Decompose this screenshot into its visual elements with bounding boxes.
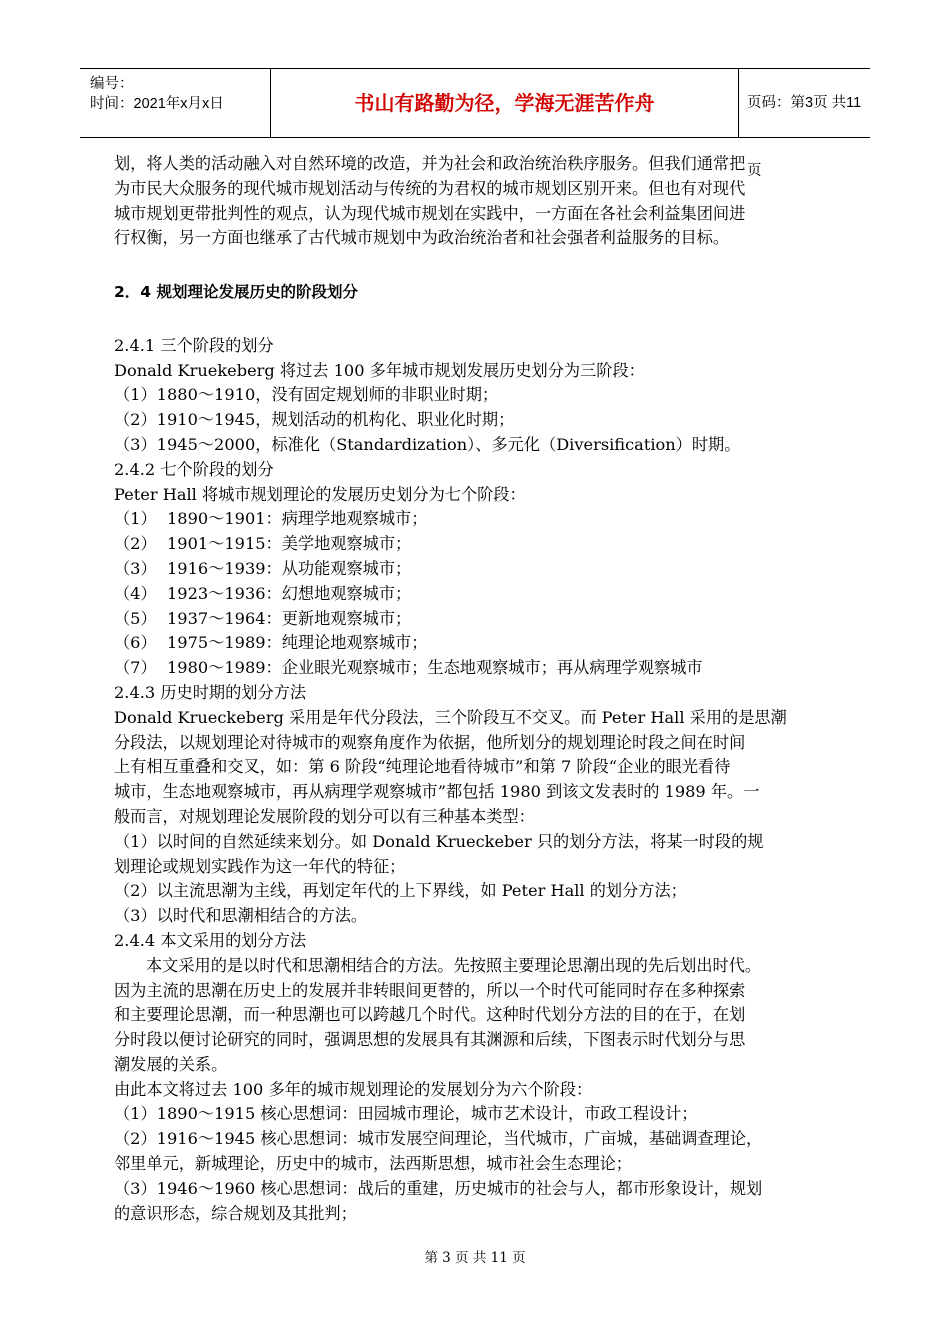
list-item: （1） 1890～1901：病理学地观察城市； <box>114 509 428 529</box>
paragraph-line: 划理论或规划实践作为这一年代的特征； <box>114 856 406 876</box>
page-footer: 第 3 页 共 11 页 <box>424 1250 526 1266</box>
paragraph-line: 邻里单元，新城理论，历史中的城市，法西斯思想，城市社会生态理论； <box>114 1154 632 1174</box>
paragraph-line: （3）以时代和思潮相结合的方法。 <box>114 906 368 926</box>
paragraph-line: 城市，生态地观察城市，再从病理学观察城市”都包括 1980 到该文发表时的 1989 年。一 <box>114 782 760 802</box>
number-label: 编号： <box>90 76 134 92</box>
paragraph-line: 般而言，对规划理论发展阶段的划分可以有三种基本类型： <box>114 806 535 826</box>
subsection-intro: Donald Kruekeberg 将过去 100 多年城市规划发展历史划分为三阶段： <box>114 360 645 380</box>
paragraph-line: （2）以主流思潮为主线，再划定年代的上下界线，如 Peter Hall 的划分方法； <box>114 881 687 901</box>
list-item: （5） 1937～1964：更新地观察城市； <box>114 608 412 628</box>
paragraph-line: 划，将人类的活动融入对自然环境的改造，并为社会和政治统治秩序服务。但我们通常把 <box>114 154 746 173</box>
paragraph-line: （3）1946～1960 核心思想词：战后的重建，历史城市的社会与人，都市形象设计，规划 <box>114 1178 763 1198</box>
subsection-title-2-4-4: 2.4.4 本文采用的划分方法 <box>114 930 307 950</box>
paragraph-line: 为市民大众服务的现代城市规划活动与传统的为君权的城市规划区别开来。但也有对现代 <box>114 178 746 198</box>
list-item: （4） 1923～1936：幻想地观察城市； <box>114 583 412 603</box>
paragraph-line: Donald Krueckeberg 采用是年代分段法，三个阶段互不交叉。而 Peter Hall 采用的是思潮 <box>114 707 787 727</box>
subsection-title-2-4-2: 2.4.2 七个阶段的划分 <box>114 459 274 479</box>
paragraph-line: （2）1916～1945 核心思想词：城市发展空间理论，当代城市，广亩城，基础调查理论， <box>114 1129 763 1149</box>
list-item: （2）1910～1945，规划活动的机构化、职业化时期； <box>114 410 515 430</box>
section-title: 2．4 规划理论发展历史的阶段划分 <box>114 282 358 301</box>
paragraph-line: 城市规划更带批判性的观点，认为现代城市规划在实践中，一方面在各社会利益集团间进 <box>114 203 746 223</box>
paragraph-line: （1）1890～1915 核心思想词：田园城市理论，城市艺术设计，市政工程设计； <box>114 1104 698 1124</box>
paragraph-line: 潮发展的关系。 <box>114 1054 228 1074</box>
document-body <box>114 152 839 1226</box>
paragraph-line: 分时段以便讨论研究的同时，强调思想的发展具有其渊源和后续，下图表示时代划分与思 <box>114 1030 746 1050</box>
list-item: （6） 1975～1989：纯理论地观察城市； <box>114 633 428 653</box>
list-item: （7） 1980～1989：企业眼光观察城市；生态地观察城市；再从病理学观察城市 <box>114 658 703 678</box>
paragraph-line: 分段法，以规划理论对待城市的观察角度作为依据，他所划分的规划理论时段之间在时间 <box>114 732 746 752</box>
list-item: （3） 1916～1939：从功能观察城市； <box>114 558 412 578</box>
paragraph-line: 上有相互重叠和交叉，如：第 6 阶段“纯理论地看待城市”和第 7 阶段“企业的眼光看待 <box>114 757 731 777</box>
list-item: （3）1945～2000，标准化（Standardization）、多元化（Diversification）时期。 <box>114 434 741 454</box>
list-item: （2） 1901～1915：美学地观察城市； <box>114 534 412 554</box>
header-motto: 书山有路勤为径，学海无涯苦作舟 <box>271 69 739 137</box>
paragraph-line: 和主要理论思潮，而一种思潮也可以跨越几个时代。这种时代划分方法的目的在于，在划 <box>114 1005 746 1025</box>
paragraph-line: 行权衡，另一方面也继承了古代城市规划中为政治统治者和社会强者利益服务的目标。 <box>114 228 730 248</box>
header-meta <box>80 69 271 137</box>
subsection-title-2-4-3: 2.4.3 历史时期的划分方法 <box>114 682 307 702</box>
paragraph-line: 本文采用的是以时代和思潮相结合的方法。先按照主要理论思潮出现的先后划出时代。 <box>146 955 762 975</box>
subsection-intro: Peter Hall 将城市规划理论的发展历史划分为七个阶段： <box>114 484 526 504</box>
paragraph-line: 的意识形态，综合规划及其批判； <box>114 1203 357 1223</box>
header-page-label: 页码：第3页 共11页 <box>747 95 862 179</box>
list-item: （1）1880～1910，没有固定规划师的非职业时期； <box>114 385 499 405</box>
paragraph-line: 由此本文将过去 100 多年的城市规划理论的发展划分为六个阶段： <box>114 1079 593 1099</box>
paragraph-line: 因为主流的思潮在历史上的发展并非转眼间更替的，所以一个时代可能同时存在多种探索 <box>114 980 746 1000</box>
subsection-title-2-4-1: 2.4.1 三个阶段的划分 <box>114 335 274 355</box>
paragraph-line: （1）以时间的自然延续来划分。如 Donald Krueckeber 只的划分方法，将某一时段的规 <box>114 831 764 851</box>
time-label: 时间：2021年x月x日 <box>90 96 224 112</box>
